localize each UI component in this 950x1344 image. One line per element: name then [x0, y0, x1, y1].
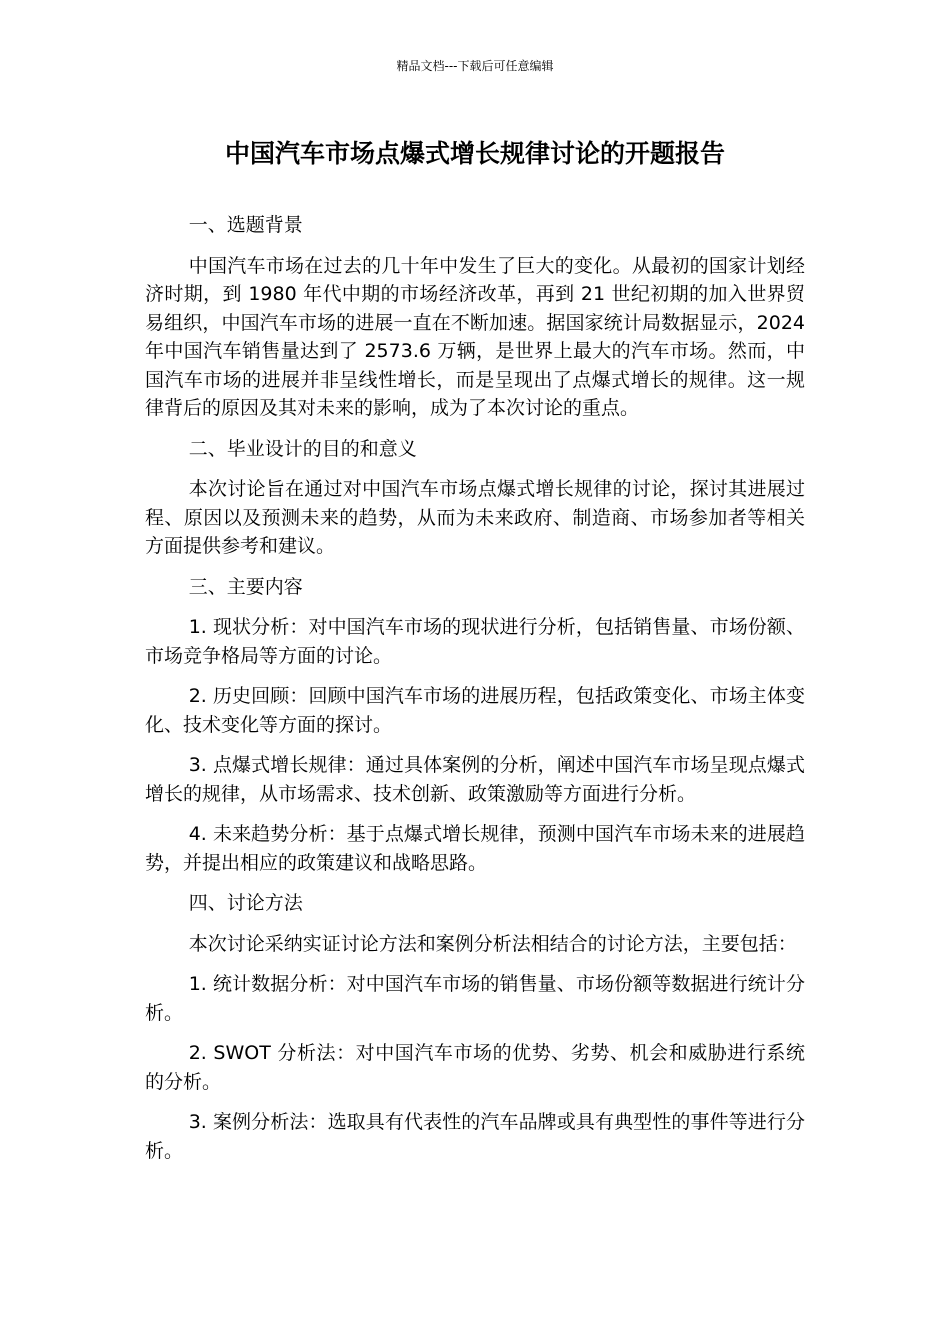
- list-item-status-analysis: 1. 现状分析：对中国汽车市场的现状进行分析，包括销售量、市场份额、市场竞争格局等方面的讨论。: [145, 616, 805, 667]
- section-heading-main-content: 三、主要内容: [188, 575, 303, 598]
- paragraph-background: 中国汽车市场在过去的几十年中发生了巨大的变化。从最初的国家计划经济时期，到 1980 年代中期的市场经济改革，再到 21 世纪初期的加入世界贸易组织，中国汽车市场的进展一直在不断加速。据国家统计局数据显示，2024 年中国汽车销售量达到了 2573.6 万辆，是世界上最大的汽车市场。然而，中国汽车市场的进展并非呈线性增长，而是呈现出了点爆式增长的规律。这一规律背后的原因及其对未来的影响，成为了本次讨论的重点。: [145, 254, 805, 419]
- section-heading-purpose: 二、毕业设计的目的和意义: [188, 437, 417, 460]
- page-header: 精品文档---下载后可任意编辑: [396, 59, 554, 73]
- list-item-history-review: 2. 历史回顾：回顾中国汽车市场的进展历程，包括政策变化、市场主体变化、技术变化等方面的探讨。: [145, 685, 805, 736]
- section-heading-background: 一、选题背景: [188, 214, 303, 236]
- list-item-swot-analysis: 2. SWOT 分析法：对中国汽车市场的优势、劣势、机会和威胁进行系统的分析。: [145, 1042, 805, 1093]
- document-title: 中国汽车市场点爆式增长规律讨论的开题报告: [224, 139, 725, 168]
- section-heading-methods: 四、讨论方法: [188, 892, 303, 914]
- list-item-case-analysis: 3. 案例分析法：选取具有代表性的汽车品牌或具有典型性的事件等进行分析。: [145, 1111, 805, 1162]
- list-item-statistical-analysis: 1. 统计数据分析：对中国汽车市场的销售量、市场份额等数据进行统计分析。: [145, 973, 805, 1024]
- paragraph-purpose: 本次讨论旨在通过对中国汽车市场点爆式增长规律的讨论，探讨其进展过程、原因以及预测未来的趋势，从而为未来政府、制造商、市场参加者等相关方面提供参考和建议。: [145, 478, 805, 557]
- list-item-future-trend: 4. 未来趋势分析：基于点爆式增长规律，预测中国汽车市场未来的进展趋势，并提出相应的政策建议和战略思路。: [145, 823, 805, 874]
- list-item-growth-pattern: 3. 点爆式增长规律：通过具体案例的分析，阐述中国汽车市场呈现点爆式增长的规律，从市场需求、技术创新、政策激励等方面进行分析。: [145, 754, 805, 805]
- paragraph-methods-intro: 本次讨论采纳实证讨论方法和案例分析法相结合的讨论方法，主要包括：: [188, 932, 797, 955]
- document-body: [145, 211, 805, 1177]
